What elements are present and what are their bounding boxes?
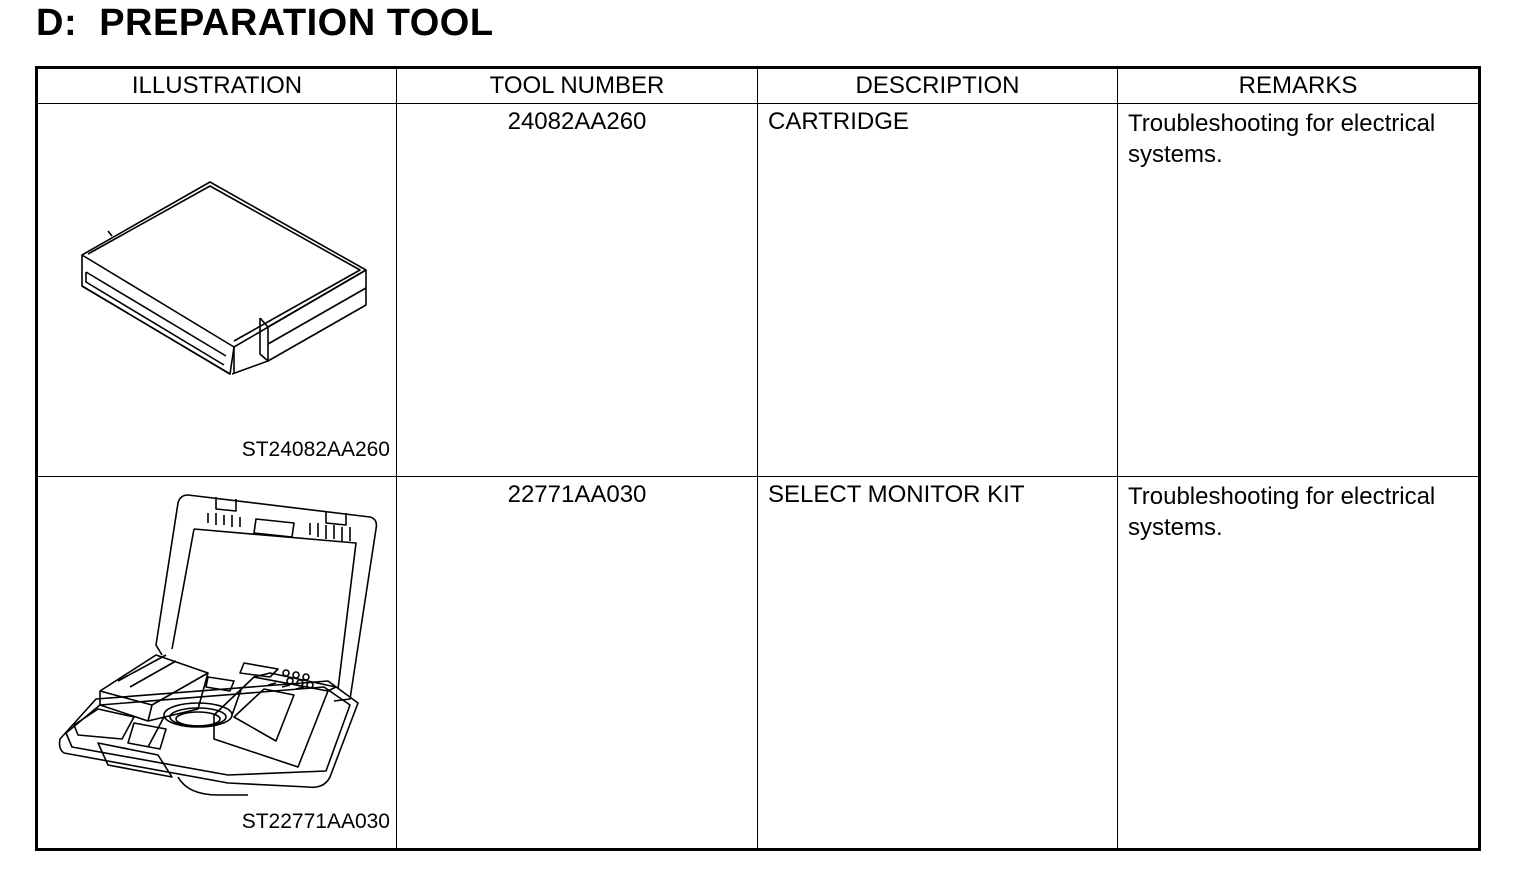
header-description: DESCRIPTION	[758, 68, 1118, 104]
illustration-code: ST24082AA260	[241, 438, 390, 461]
remarks-cell: Troubleshooting for electrical systems.	[1118, 477, 1480, 850]
table-row	[37, 104, 1480, 477]
header-tool-number: TOOL NUMBER	[397, 68, 758, 104]
tool-number-cell: 24082AA260	[397, 104, 758, 477]
page-title: D: PREPARATION TOOL	[36, 2, 494, 44]
table-header-row	[37, 68, 1480, 104]
select-monitor-kit-icon	[38, 477, 398, 850]
description-cell: SELECT MONITOR KIT	[758, 477, 1118, 850]
preparation-tool-table	[35, 66, 1481, 851]
header-illustration: ILLUSTRATION	[37, 68, 397, 104]
illustration-code: ST22771AA030	[241, 810, 390, 833]
description-cell: CARTRIDGE	[758, 104, 1118, 477]
illustration-cell	[37, 104, 397, 477]
cartridge-icon	[38, 104, 398, 477]
header-remarks: REMARKS	[1118, 68, 1480, 104]
table-row	[37, 477, 1480, 850]
illustration-cell	[37, 477, 397, 850]
remarks-cell: Troubleshooting for electrical systems.	[1118, 104, 1480, 477]
tool-number-cell: 22771AA030	[397, 477, 758, 850]
